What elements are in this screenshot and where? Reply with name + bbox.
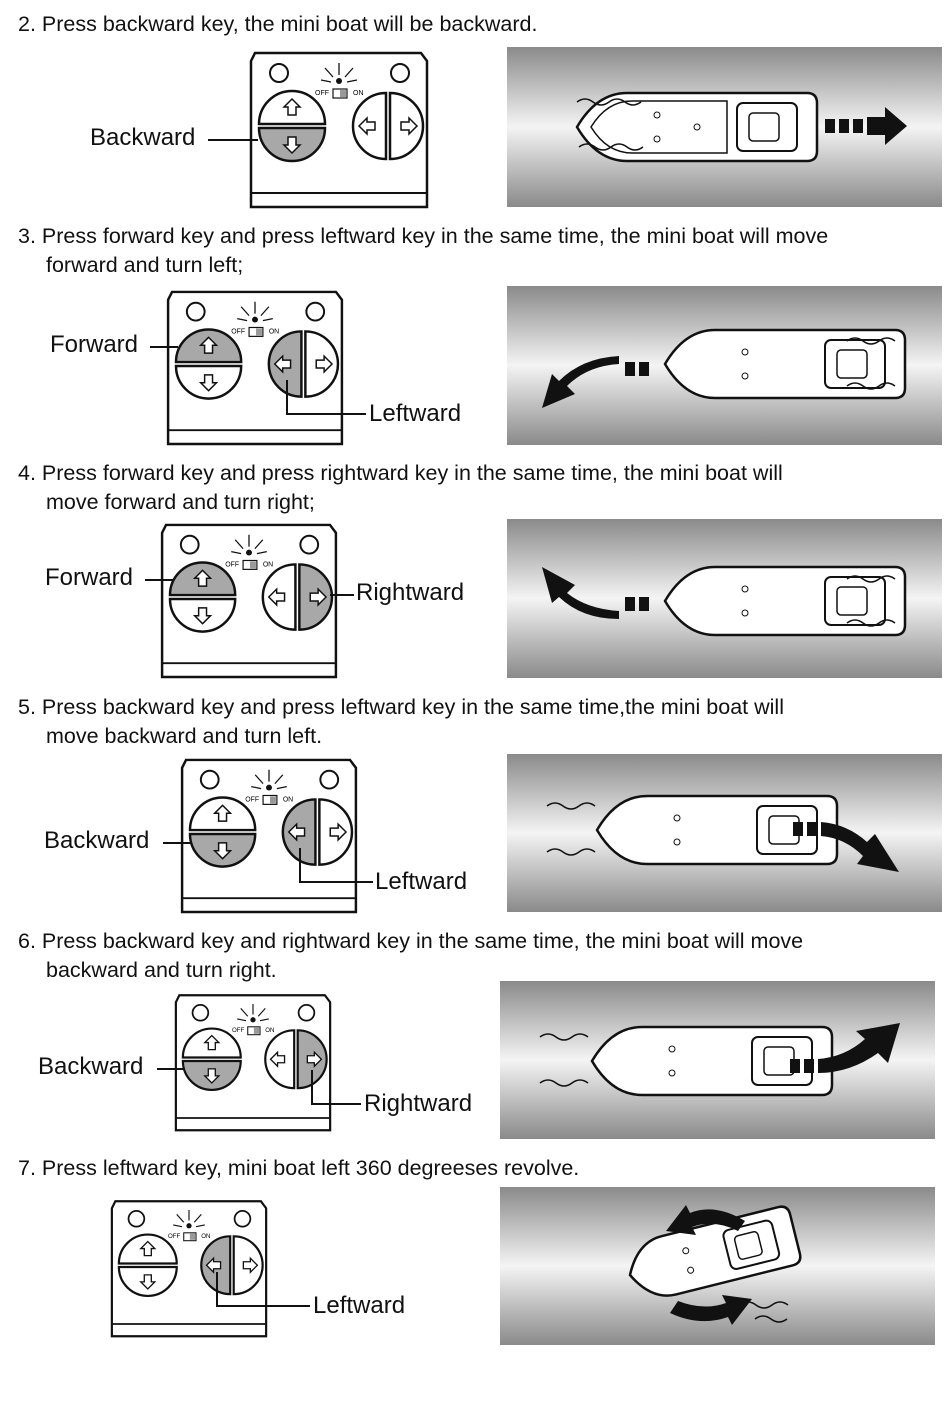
rightward-label: Rightward: [364, 1090, 473, 1117]
leader-line: [150, 346, 178, 348]
svg-text:OFF: OFF: [167, 1233, 181, 1241]
boat-scene-backward-right: [500, 981, 935, 1139]
svg-text:ON: ON: [201, 1233, 211, 1241]
svg-text:OFF: OFF: [245, 796, 260, 804]
remote-controller: [163, 286, 347, 446]
remote-controller: [157, 519, 341, 679]
step-2-title: 2. Press backward key, the mini boat will be backward.: [18, 12, 538, 36]
leader-line: [299, 848, 301, 882]
leader-line: [163, 842, 191, 844]
leader-line: [208, 139, 258, 141]
step-3-title: 3. Press forward key and press leftward key in the same time, the mini boat will move forward and turn left;: [18, 224, 829, 277]
leader-line: [299, 881, 373, 883]
svg-text:OFF: OFF: [231, 1027, 245, 1035]
svg-text:OFF: OFF: [225, 561, 240, 569]
rightward-label: Rightward: [356, 579, 465, 606]
leader-line: [157, 1068, 185, 1070]
leader-line: [311, 1103, 361, 1105]
step-6-title: 6. Press backward key and rightward key in the same time, the mini boat will move backward and turn right.: [18, 929, 804, 982]
forward-label: Forward: [45, 564, 134, 591]
leader-line: [216, 1305, 310, 1307]
step-5-title: 5. Press backward key and press leftward key in the same time,the mini boat will move backward and turn left.: [18, 695, 784, 748]
backward-label: Backward: [90, 124, 196, 151]
leftward-label: Leftward: [375, 868, 468, 895]
leader-line: [216, 1272, 218, 1306]
svg-text:OFF: OFF: [315, 90, 329, 97]
leader-line: [145, 579, 173, 581]
leftward-label: Leftward: [313, 1292, 406, 1319]
remote-controller: [106, 1196, 272, 1338]
remote-controller: [170, 990, 336, 1132]
boat-scene-forward-right: [507, 519, 942, 678]
forward-label: Forward: [50, 331, 139, 358]
remote-controller: [177, 754, 361, 914]
step-7-title: 7. Press leftward key, mini boat left 360 degreeses revolve.: [18, 1156, 580, 1180]
boat-scene-spin-left: [500, 1187, 935, 1345]
boat-scene-backward: [507, 47, 942, 207]
leader-line: [311, 1070, 313, 1104]
leader-line: [286, 413, 366, 415]
backward-label: Backward: [44, 827, 150, 854]
svg-text:OFF: OFF: [231, 328, 246, 336]
leader-line: [330, 594, 354, 596]
boat-scene-backward-left: [507, 754, 942, 912]
boat-scene-forward-left: [507, 286, 942, 445]
svg-text:ON: ON: [353, 90, 364, 97]
remote-controller: [247, 47, 431, 209]
svg-text:ON: ON: [268, 328, 280, 336]
backward-label: Backward: [38, 1053, 144, 1080]
svg-text:ON: ON: [282, 796, 294, 804]
svg-text:ON: ON: [262, 561, 274, 569]
svg-text:ON: ON: [265, 1027, 275, 1035]
leftward-label: Leftward: [369, 400, 462, 427]
step-4-title: 4. Press forward key and press rightward key in the same time, the mini boat will move forward and turn right;: [18, 461, 783, 514]
leader-line: [286, 380, 288, 414]
